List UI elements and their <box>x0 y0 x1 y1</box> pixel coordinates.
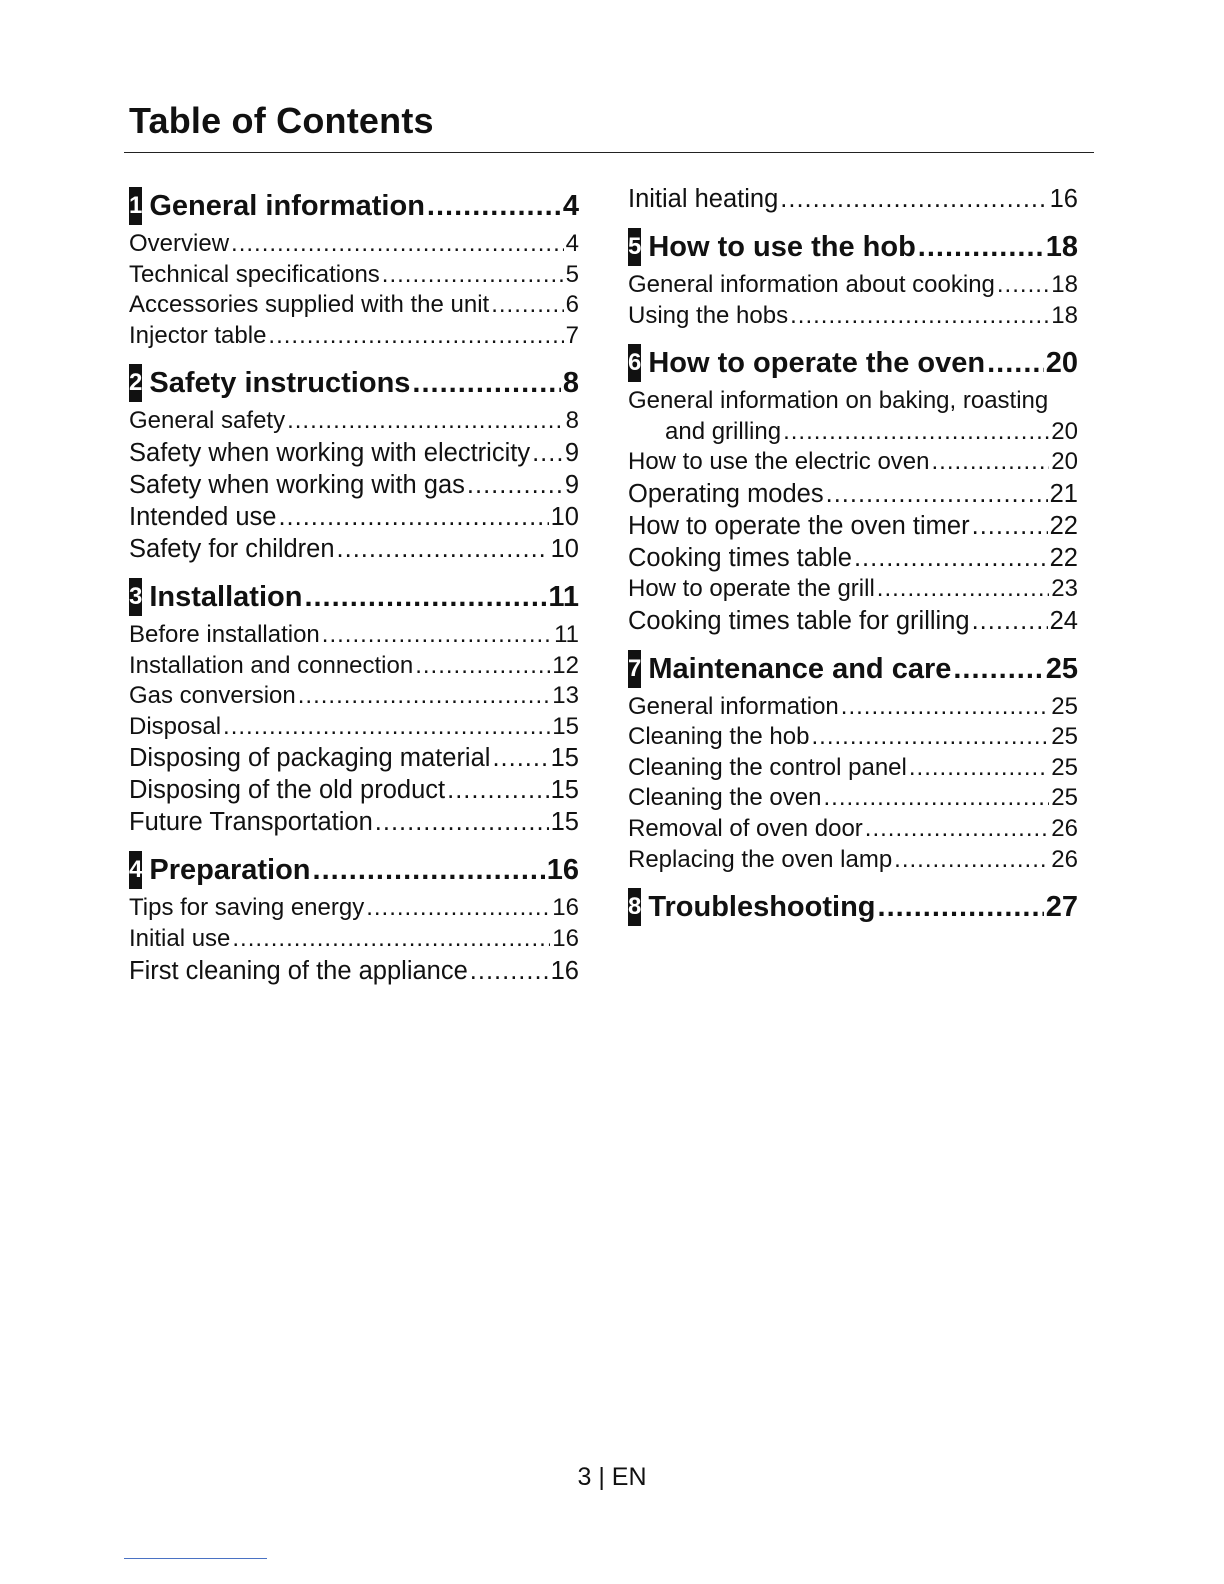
toc-entry-label: Initial use <box>129 924 231 952</box>
toc-entry-label: Gas conversion <box>129 682 296 710</box>
dot-leader <box>231 229 564 260</box>
toc-page-number: 11 <box>548 580 579 613</box>
toc-page-number: 15 <box>550 744 579 773</box>
toc-entry-label: Replacing the oven lamp <box>628 845 893 873</box>
toc-page-number: 16 <box>1049 185 1078 213</box>
toc-heading[interactable] <box>628 651 1078 690</box>
toc-page-number: 26 <box>1051 814 1078 842</box>
toc-page-number: 15 <box>552 712 579 740</box>
toc-page-number: 10 <box>550 534 579 563</box>
toc-section-maintenance-and-care <box>628 651 1078 876</box>
toc-entry[interactable] <box>129 774 579 806</box>
toc-page-number: 9 <box>564 470 579 499</box>
toc-entry-label: Technical specifications <box>129 260 380 288</box>
toc-entry[interactable] <box>129 321 579 352</box>
section-number-badge: 4 <box>129 851 142 889</box>
footer-language: EN <box>611 1463 647 1491</box>
toc-entry[interactable] <box>129 651 579 682</box>
toc-page-number: 25 <box>1051 784 1078 812</box>
toc-entry[interactable] <box>628 845 1078 876</box>
dot-leader <box>841 692 1050 723</box>
toc-section-general-information <box>129 188 579 351</box>
section-number-badge: 5 <box>628 228 641 266</box>
dot-leader <box>412 365 560 401</box>
toc-entry[interactable] <box>628 510 1078 542</box>
toc-page-number: 4 <box>565 230 579 257</box>
toc-entry[interactable] <box>129 893 579 924</box>
toc-entry[interactable] <box>628 692 1078 723</box>
toc-page-number: 20 <box>1051 448 1078 476</box>
toc-heading-label: How to use the hob <box>648 231 916 263</box>
toc-entry[interactable] <box>628 605 1078 637</box>
toc-page-number: 20 <box>1045 347 1078 380</box>
toc-entry[interactable] <box>129 229 579 260</box>
footer-separator: | <box>598 1463 605 1491</box>
toc-entry-label: Injector table <box>129 321 267 349</box>
toc-entry[interactable] <box>129 533 579 565</box>
toc-page-number: 22 <box>1049 543 1078 572</box>
toc-page-number: 8 <box>562 367 579 400</box>
toc-page-number: 12 <box>552 651 579 679</box>
dot-leader <box>447 774 549 806</box>
toc-entry[interactable] <box>129 955 579 987</box>
dot-leader <box>278 501 548 533</box>
section-number-badge: 2 <box>129 364 142 402</box>
toc-entry-label: Cleaning the hob <box>628 723 810 751</box>
toc-page-number: 16 <box>552 894 579 922</box>
dot-leader <box>415 651 550 682</box>
toc-page-number: 20 <box>1051 417 1078 445</box>
toc-entry[interactable] <box>129 437 579 469</box>
dot-leader <box>918 229 1044 265</box>
toc-heading-label: Troubleshooting <box>648 891 876 924</box>
toc-entry[interactable] <box>129 406 579 437</box>
dot-leader <box>878 889 1044 925</box>
toc-section-how-to-use-the-hob <box>628 229 1078 331</box>
toc-entry[interactable] <box>628 542 1078 574</box>
toc-page-number: 10 <box>550 502 579 531</box>
dot-leader <box>322 620 552 651</box>
toc-entry-label: General safety <box>129 407 286 435</box>
dot-leader <box>909 753 1049 784</box>
dot-leader <box>232 924 550 955</box>
section-number-badge: 1 <box>129 187 142 225</box>
toc-entry-label: Initial heating <box>628 185 779 213</box>
toc-entry[interactable] <box>628 574 1078 605</box>
toc-page-number: 25 <box>1051 692 1078 720</box>
dot-leader <box>823 783 1049 814</box>
dot-leader <box>826 478 1048 510</box>
toc-entry-label: Overview <box>129 230 230 257</box>
toc-page-number: 13 <box>552 682 579 710</box>
dot-leader <box>972 510 1048 542</box>
toc-entry-label: Disposing of the old product <box>129 776 446 805</box>
toc-entry-label: Removal of oven door <box>628 814 863 842</box>
toc-heading-label: Installation <box>149 580 303 613</box>
toc-entry[interactable] <box>628 753 1078 784</box>
toc-section-safety-instructions <box>129 365 579 565</box>
toc-page-number: 6 <box>565 291 579 319</box>
dot-leader <box>470 955 549 987</box>
toc-heading-label: Safety instructions <box>149 367 411 400</box>
toc-page-number: 22 <box>1049 511 1078 540</box>
toc-entry-label: Cleaning the control panel <box>628 753 907 781</box>
toc-entry-label-line1[interactable]: General information on baking, roasting <box>628 387 1049 415</box>
toc-entry[interactable] <box>628 814 1078 845</box>
toc-entry[interactable] <box>129 924 579 955</box>
toc-heading[interactable] <box>129 852 579 891</box>
toc-entry-label: Intended use <box>129 502 277 531</box>
toc-entry-label: Installation and connection <box>129 651 414 679</box>
toc-page-number: 11 <box>554 620 579 648</box>
toc-entry[interactable] <box>628 447 1078 478</box>
toc-section-how-to-operate-the-oven <box>628 345 1078 636</box>
page-footer <box>0 1463 1224 1492</box>
toc-right-column <box>628 183 1078 930</box>
toc-entry-label: Disposing of packaging material <box>129 744 491 773</box>
dot-leader <box>783 417 1049 448</box>
footer-page-number: 3 <box>577 1463 592 1491</box>
toc-entry-label: Cleaning the oven <box>628 784 822 812</box>
toc-section-troubleshooting <box>628 889 1078 928</box>
toc-page-number: 27 <box>1045 891 1078 924</box>
dot-leader <box>304 579 546 615</box>
toc-page-number: 24 <box>1049 606 1078 635</box>
toc-heading-label: General information <box>149 190 425 222</box>
toc-section-preparation <box>129 852 579 986</box>
toc-entry-label: Operating modes <box>628 479 824 508</box>
toc-page-number: 18 <box>1045 231 1078 263</box>
section-number-badge: 8 <box>628 888 641 926</box>
dot-leader <box>997 270 1049 301</box>
toc-entry[interactable] <box>129 260 579 291</box>
dot-leader <box>337 533 549 565</box>
toc-page-number: 15 <box>550 808 579 837</box>
toc-entry[interactable] <box>628 301 1078 332</box>
toc-entry-label: Tips for saving energy <box>129 894 365 922</box>
dot-leader <box>287 406 564 437</box>
toc-heading[interactable] <box>628 889 1078 928</box>
dot-leader <box>491 290 563 321</box>
toc-page-number: 5 <box>565 260 579 288</box>
toc-entry-label: Using the hobs <box>628 301 789 329</box>
dot-leader <box>427 188 561 224</box>
toc-page-number: 25 <box>1051 753 1078 781</box>
toc-entry[interactable] <box>129 469 579 501</box>
dot-leader <box>780 183 1047 215</box>
toc-entry[interactable] <box>129 806 579 838</box>
toc-entry[interactable] <box>628 478 1078 510</box>
toc-left-column <box>129 188 579 987</box>
toc-page-number: 15 <box>550 776 579 805</box>
toc-entry-label: General information <box>628 692 839 720</box>
title-divider <box>124 152 1094 153</box>
toc-heading[interactable] <box>129 579 579 618</box>
dot-leader <box>532 437 563 469</box>
dot-leader <box>223 712 550 743</box>
toc-heading[interactable] <box>129 188 579 227</box>
toc-entry-label: Cooking times table <box>628 543 852 572</box>
dot-leader <box>382 260 564 291</box>
toc-page-number: 18 <box>1051 271 1078 298</box>
toc-page-number: 23 <box>1051 574 1078 602</box>
toc-heading-label: Maintenance and care <box>648 652 952 685</box>
toc-entry-label: How to operate the grill <box>628 574 875 602</box>
footer-divider <box>124 1558 267 1559</box>
toc-page-number: 25 <box>1045 652 1078 685</box>
toc-entry-label: and grilling <box>665 417 782 445</box>
dot-leader <box>313 852 545 888</box>
toc-entry-label: Cooking times table for grilling <box>628 606 970 635</box>
toc-entry[interactable] <box>628 417 1078 448</box>
dot-leader <box>953 651 1043 687</box>
dot-leader <box>366 893 550 924</box>
section-number-badge: 7 <box>628 650 641 688</box>
toc-page-number: 7 <box>565 321 579 349</box>
dot-leader <box>972 605 1048 637</box>
toc-page-number: 16 <box>550 956 579 985</box>
toc-entry[interactable] <box>628 183 1078 215</box>
toc-entry-label: General information about cooking <box>628 271 995 298</box>
dot-leader <box>877 574 1050 605</box>
toc-page-number: 26 <box>1051 845 1078 873</box>
page-title: Table of Contents <box>129 100 434 141</box>
toc-page-number: 25 <box>1051 723 1078 751</box>
toc-heading-label: Preparation <box>149 854 311 887</box>
toc-entry-label: Future Transportation <box>129 808 373 837</box>
toc-section-installation <box>129 579 579 838</box>
dot-leader <box>375 806 549 838</box>
toc-entry[interactable] <box>129 681 579 712</box>
toc-page-number: 16 <box>552 924 579 952</box>
dot-leader <box>811 722 1049 753</box>
section-number-badge: 3 <box>129 578 142 616</box>
toc-entry[interactable] <box>628 783 1078 814</box>
toc-entry-label: Safety for children <box>129 534 335 563</box>
toc-entry-label: Before installation <box>129 620 320 648</box>
toc-entry-label: First cleaning of the appliance <box>129 956 468 985</box>
dot-leader <box>894 845 1049 876</box>
toc-entry-label: Disposal <box>129 712 222 740</box>
toc-heading-label: How to operate the oven <box>648 347 986 380</box>
dot-leader <box>865 814 1050 845</box>
section-number-badge: 6 <box>628 344 641 382</box>
toc-heading[interactable] <box>129 365 579 404</box>
toc-page-number: 4 <box>562 190 579 222</box>
toc-page-number: 9 <box>564 438 579 467</box>
toc-entry-label: How to operate the oven timer <box>628 511 970 540</box>
toc-page-number: 16 <box>546 854 579 887</box>
toc-entry-label: Accessories supplied with the unit <box>129 291 490 319</box>
dot-leader <box>492 742 548 774</box>
toc-page-number: 18 <box>1051 301 1078 329</box>
toc-heading[interactable] <box>628 229 1078 268</box>
toc-entry[interactable] <box>129 501 579 533</box>
dot-leader <box>987 345 1044 381</box>
dot-leader <box>268 321 563 352</box>
toc-entry[interactable] <box>129 620 579 651</box>
toc-entry[interactable] <box>129 742 579 774</box>
toc-entry-label: Safety when working with electricity <box>129 438 531 467</box>
toc-page-number: 8 <box>565 407 579 435</box>
toc-entry[interactable] <box>628 270 1078 301</box>
toc-page-number: 21 <box>1049 479 1078 508</box>
dot-leader <box>854 542 1048 574</box>
toc-entry[interactable] <box>129 290 579 321</box>
toc-entry[interactable] <box>129 712 579 743</box>
toc-entry[interactable] <box>628 722 1078 753</box>
dot-leader <box>932 447 1050 478</box>
toc-heading[interactable] <box>628 345 1078 384</box>
dot-leader <box>467 469 563 501</box>
toc-entry-label: Safety when working with gas <box>129 470 465 499</box>
dot-leader <box>790 301 1049 332</box>
toc-entry-label: How to use the electric oven <box>628 448 930 476</box>
dot-leader <box>298 681 551 712</box>
